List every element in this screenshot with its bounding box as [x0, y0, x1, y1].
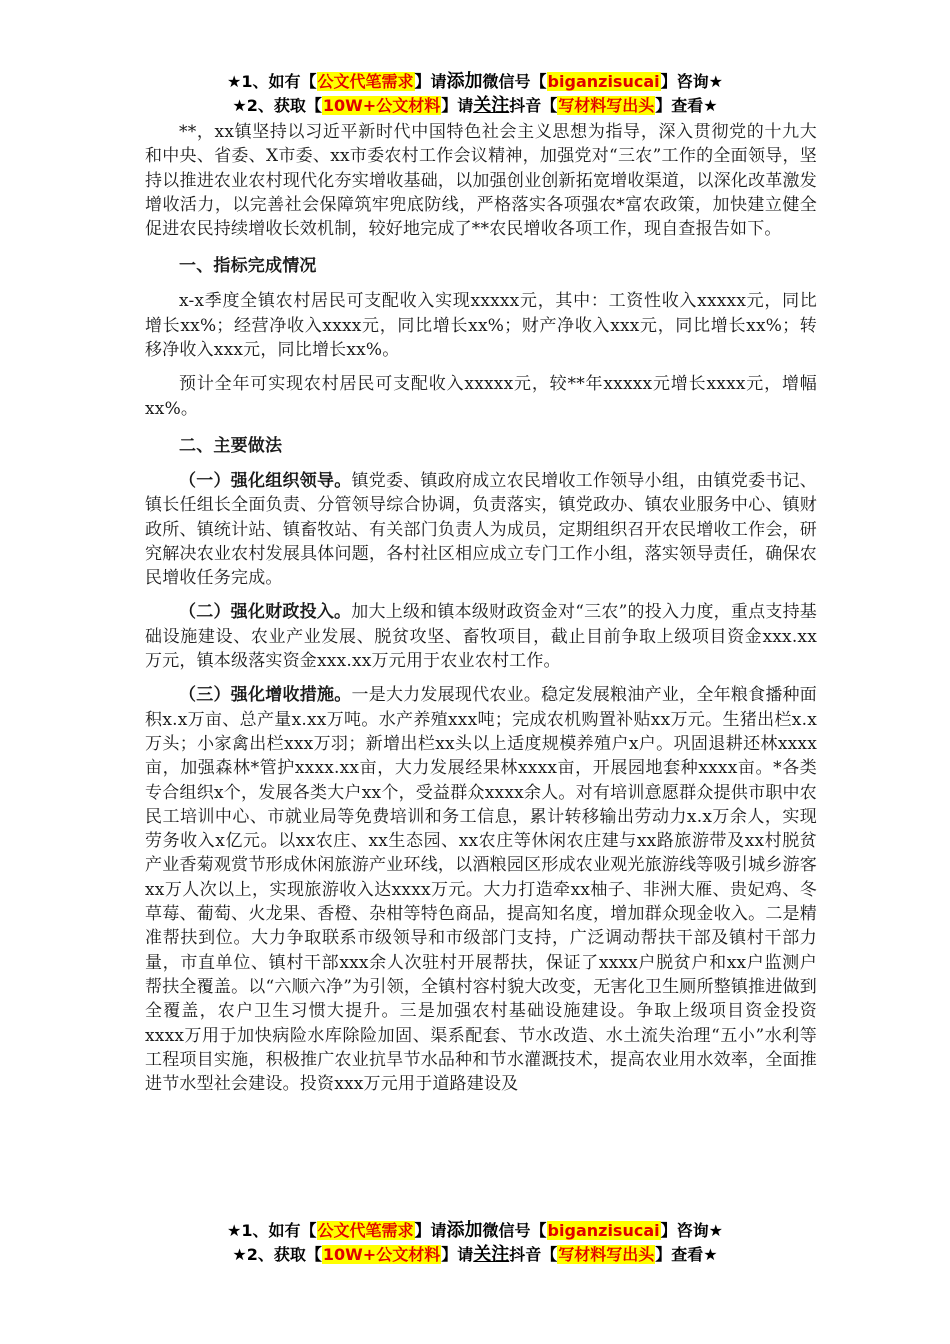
- measure-paragraph-income: （三）强化增收措施。一是大力发展现代农业。稳定发展粮油产业，全年粮食播种面积x.x万亩、总产量x.xx万吨。水产养殖xxx吨；完成农机购置补贴xx万元。生猪出栏x.x万头；小家禽出栏xxx万羽；新增出栏xx头以上适度规模养殖户x户。巩固退耕还林xxxx亩，加强森林*管护xxxx.xx亩，大力发展经果林xxxx亩，开展园地套种xxxx亩。*各类专合组织x个，发展各类大户xx个，受益群众xxxx余人。对有培训意愿群众提供市职中农民工培训中心、市就业局等免费培训和务工信息，累计转移输出劳动力x.x万余人，实现劳务收入x亿元。以xx农庄、xx生态园、xx农庄等休闲农庄建与xx路旅游带及xx村脱贫产业香菊观赏节形成休闲旅游产业环线，以酒粮园区形成农业观光旅游线等吸引城乡游客xx万人次以上，实现旅游收入达xxxx万元。大力打造牵xx柚子、非洲大雁、贵妃鸡、冬草莓、葡萄、火龙果、香橙、杂柑等特色商品，提高知名度，增加群众现金收入。二是精准帮扶到位。大力争取联系市级领导和市级部门支持，广泛调动帮扶干部及镇村干部力量，市直单位、镇村干部xxx余人次驻村开展帮扶，保证了xxxx户脱贫户和xx户监测户帮扶全覆盖。以“六顺六净”为引领，全镇村容村貌大改变，无害化卫生厕所整镇推进做到全覆盖，农户卫生习惯大提升。三是加强农村基础设施建设。争取上级项目资金投资xxxx万用于加快病险水库除险加固、渠系配套、节水改造、水土流失治理“五小”水利等工程项目实施，积极推广农业抗旱节水品种和节水灌溉技术，提高农业用水效率，全面推进节水型社会建设。投资xxx万元用于道路建设及: [145, 685, 818, 1095]
- promo-banner-bottom: [120, 1219, 830, 1267]
- promo-highlight: 10W+公文材料: [322, 96, 441, 115]
- promo-highlight: biganzisucai: [547, 72, 660, 91]
- promo-highlight: biganzisucai: [547, 1221, 660, 1240]
- section-heading-indicators: 一、指标完成情况: [179, 256, 317, 277]
- promo-highlight: 写材料写出头: [558, 96, 655, 115]
- promo-line-1: ★1、如有【公文代笔需求】请添加微信号【biganzisucai】咨询★: [227, 71, 723, 92]
- measure-paragraph-organization: （一）强化组织领导。镇党委、镇政府成立农民增收工作领导小组，由镇党委书记、镇长任组长全面负责、分管领导综合协调，负责落实，镇党政办、镇农业服务中心、镇财政所、镇统计站、镇畜牧站、有关部门负责人为成员，定期组织召开农民增收工作会，研究解决农业农村发展具体问题，各村社区相应成立专门工作小组，落实领导责任，确保农民增收任务完成。: [145, 470, 818, 589]
- measure-paragraph-finance: （二）强化财政投入。加大上级和镇本级财政资金对“三农”的投入力度，重点支持基础设施建设、农业产业发展、脱贫攻坚、畜牧项目，截止目前争取上级项目资金xxx.xx万元，镇本级落实资金xxx.xx万元用于农业农村工作。: [145, 602, 818, 672]
- forecast-paragraph: 预计全年可实现农村居民可支配收入xxxxx元，较**年xxxxx元增长xxxx元，增幅xx%。: [145, 374, 817, 419]
- promo-highlight: 写材料写出头: [558, 1245, 655, 1264]
- promo-banner-top: [120, 70, 830, 118]
- promo-line-2: ★2、获取【10W+公文材料】请关注抖音【写材料写出头】查看★: [232, 1244, 718, 1265]
- measure-title: （一）强化组织领导。: [179, 470, 352, 491]
- promo-highlight: 公文代笔需求: [317, 72, 414, 91]
- indicator-paragraph: x-x季度全镇农村居民可支配收入实现xxxxx元，其中：工资性收入xxxxx元，同比增长xx%；经营净收入xxxx元，同比增长xx%；财产净收入xxx元，同比增长xx%；转移净收入xxx元，同比增长xx%。: [145, 291, 817, 361]
- intro-paragraph: **，xx镇坚持以习近平新时代中国特色社会主义思想为指导，深入贯彻党的十九大和中央、省委、X市委、xx市委农村工作会议精神，加强党对“三农”工作的全面领导，坚持以推进农业农村现代化夯实增收基础，以加强创业创新拓宽增收渠道，以深化改革激发增收活力，以完善社会保障筑牢兜底防线，严格落实各项强农*富农政策，加快建立健全促进农民持续增收长效机制，较好地完成了**农民增收各项工作，现自查报告如下。: [145, 122, 817, 240]
- promo-highlight: 10W+公文材料: [322, 1245, 441, 1264]
- measure-title: （三）强化增收措施。: [179, 685, 352, 706]
- report-body: [145, 120, 817, 1096]
- promo-line-2: ★2、获取【10W+公文材料】请关注抖音【写材料写出头】查看★: [232, 95, 718, 116]
- measure-title: （二）强化财政投入。: [179, 602, 352, 623]
- promo-line-1: ★1、如有【公文代笔需求】请添加微信号【biganzisucai】咨询★: [227, 1220, 723, 1241]
- section-heading-measures: 二、主要做法: [179, 435, 283, 456]
- promo-highlight: 公文代笔需求: [317, 1221, 414, 1240]
